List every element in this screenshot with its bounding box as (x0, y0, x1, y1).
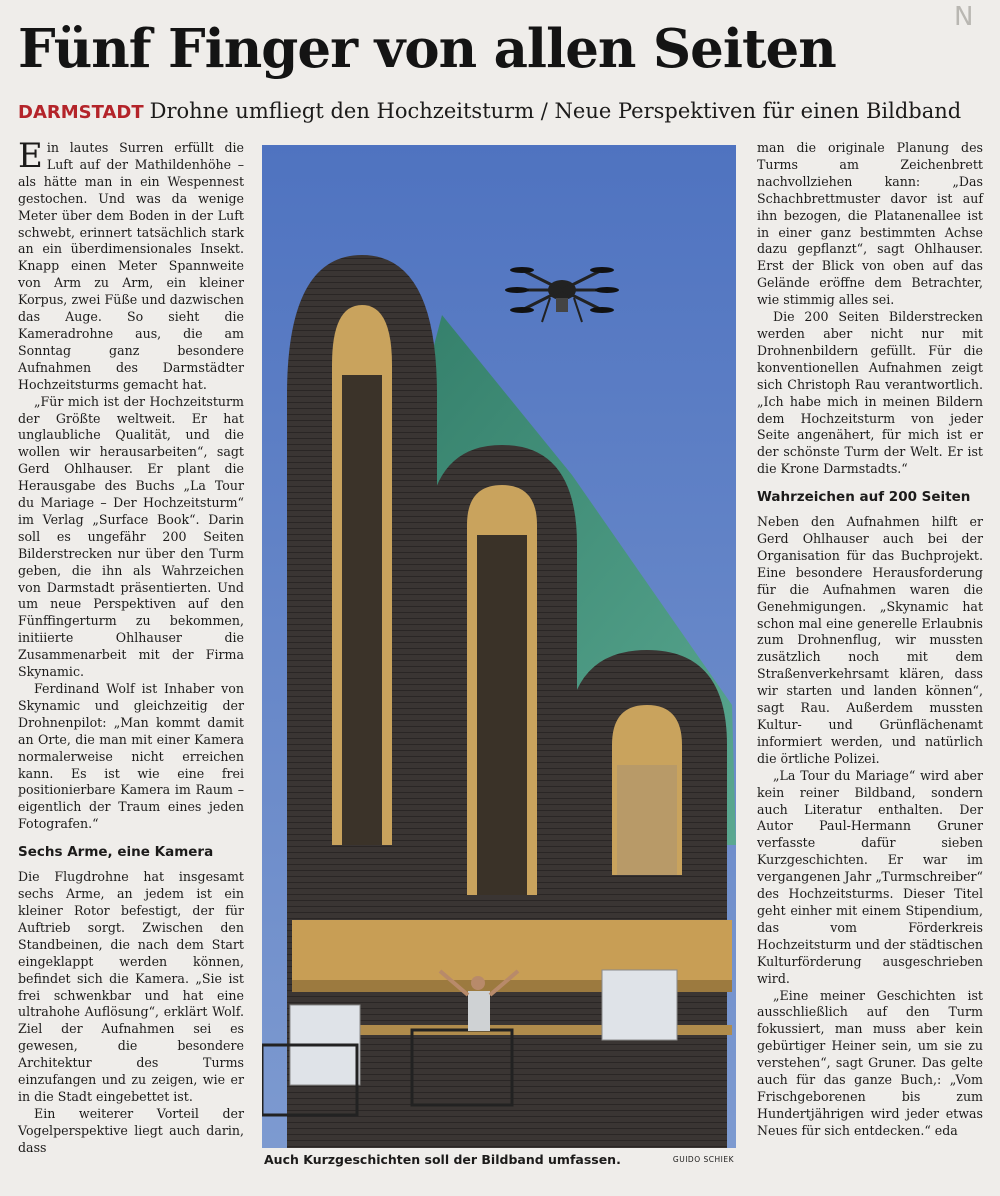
paragraph: „La Tour du Mariage“ wird aber kein reiner Bildband, sondern auch Literatur enthalten. Der Autor Paul-Hermann Gruner verfasste dafür sieben Kurzgeschichten. Er war im vergangenen Jahr „Turmschreiber“ des Hochzeitsturms. Dieser Titel geht einher mit einem Stipendium, das vom Förderkreis Hochzeitsturm und der städtischen Kulturförderung ausgeschrieben wird. (757, 767, 983, 986)
tower-drone-photo-icon (262, 145, 736, 1148)
photo-caption (262, 1150, 736, 1174)
paragraph: Ferdinand Wolf ist Inhaber von Skynamic und gleichzeitig der Drohnenpilot: „Man kommt damit an Orte, die man mit einer Kamera normalerweise nicht erreichen kann. Es ist wie eine frei positionierbare Kamera im Raum – eigentlich der Traum eines jeden Fotografen.“ (18, 681, 244, 832)
subheadline: Drohne umfliegt den Hochzeitsturm / Neue Perspektiven für einen Bildband (149, 99, 962, 123)
paragraph-text: in lautes Surren erfüllt die Luft auf der Mathildenhöhe – als hätte man in ein Wespennest gestochen. Und was da wenige Meter über dem Boden in der Luft schwebt, erinnert tatsächlich stark an ein überdimensionales Insekt. Knapp einen Meter Spannweite von Arm zu Arm, ein kleiner Korpus, zwei Füße und dazwischen das Auge. So sieht die Kameradrohne aus, die am Sonntag ganz besondere Aufnahmen des Darmstädter Hochzeitsturms gemacht hat. (18, 140, 244, 392)
paragraph: man die originale Planung des Turms am Zeichenbrett nachvollziehen kann: „Das Schachbrettmuster davor ist auf ihn bezogen, die Platanenallee ist in einer ganz bestimmten Achse dazu gepflanzt“, sagt Ohlhauser. Erst der Blick von oben auf das Gelände eröffne dem Betrachter, wie stimmig alles sei. (757, 140, 983, 308)
paragraph: Die Flugdrohne hat insgesamt sechs Arme, an jedem ist ein kleiner Rotor befestigt, der für Auftrieb sorgt. Zwischen den Standbeinen, die nach dem Start eingeklappt werden können, befindet sich die Kamera. „Sie ist frei schwenkbar und hat eine ultrahohe Auflösung“, erklärt Wolf. Ziel der Aufnahmen sei es gewesen, die besondere Architektur des Turms einzufangen und zu zeigen, wie er in die Stadt eingebettet ist. (18, 869, 244, 1104)
paragraph: „Eine meiner Geschichten ist ausschließlich auf den Turm fokussiert, man muss aber kein gebürtiger Heiner sein, um sie zu verstehen“, sagt Gruner. Das gelte auch für das ganze Buch,: „Vom Frischgeborenen bis zum Hundertjährigen wird jeder etwas Neues für sich entdecken.“ eda (757, 987, 983, 1138)
section-heading: Wahrzeichen auf 200 Seiten (757, 489, 971, 506)
paragraph: Die 200 Seiten Bilderstrecken werden aber nicht nur mit Drohnenbildern gefüllt. Für die konventionellen Aufnahmen zeigt sich Christoph Rau verantwortlich. „Ich habe mich in meinen Bildern dem Hochzeitsturm von jeder Seite angenähert, für mich ist er der schönste Turm der Welt. Er ist die Krone Darmstadts.“ (757, 309, 983, 477)
paragraph (18, 136, 244, 394)
paragraph: „Für mich ist der Hochzeitsturm der Größte weltweit. Er hat unglaubliche Qualität, und die wollen wir herausarbeiten“, sagt Gerd Ohlhauser. Er plant die Herausgabe des Buchs „La Tour du Mariage – Der Hochzeitsturm“ im Verlag „Surface Book“. Darin soll es ungefähr 200 Seiten Bilderstrecken nur über den Turm geben, die ihn als Wahrzeichen von Darmstadt präsentierten. Und um neue Perspektiven auf den Fünffingerturm zu bekommen, initiierte Ohlhauser die Zusammenarbeit mit der Firma Skynamic. (18, 393, 244, 680)
dropcap: E (18, 136, 43, 176)
text-column-right (757, 140, 983, 1140)
place-label: DARMSTADT (18, 102, 144, 123)
corner-glyph: N (954, 2, 974, 32)
subheadline-row (18, 98, 961, 126)
paragraph: Ein weiterer Vorteil der Vogelperspektive liegt auch darin, dass (18, 1105, 244, 1155)
headline: Fünf Finger von allen Seiten (18, 18, 836, 80)
photo-credit: GUIDO SCHIEK (672, 1155, 734, 1164)
section-heading: Sechs Arme, eine Kamera (18, 844, 214, 861)
text-column-left (18, 136, 244, 1157)
paragraph: Neben den Aufnahmen hilft er Gerd Ohlhauser auch bei der Organisation für das Buchprojekt. Eine besondere Herausforderung für die Aufnahmen waren die Genehmigungen. „Skynamic hat schon mal eine generelle Erlaubnis zum Drohnenflug, wir mussten zusätzlich noch mit dem Straßenverkehrsamt klären, dass wir starten und landen können“, sagt Rau. Außerdem mussten Kultur- und Grünflächenamt informiert werden, und natürlich die örtliche Polizei. (757, 514, 983, 766)
caption-text: Auch Kurzgeschichten soll der Bildband umfassen. (264, 1152, 621, 1167)
